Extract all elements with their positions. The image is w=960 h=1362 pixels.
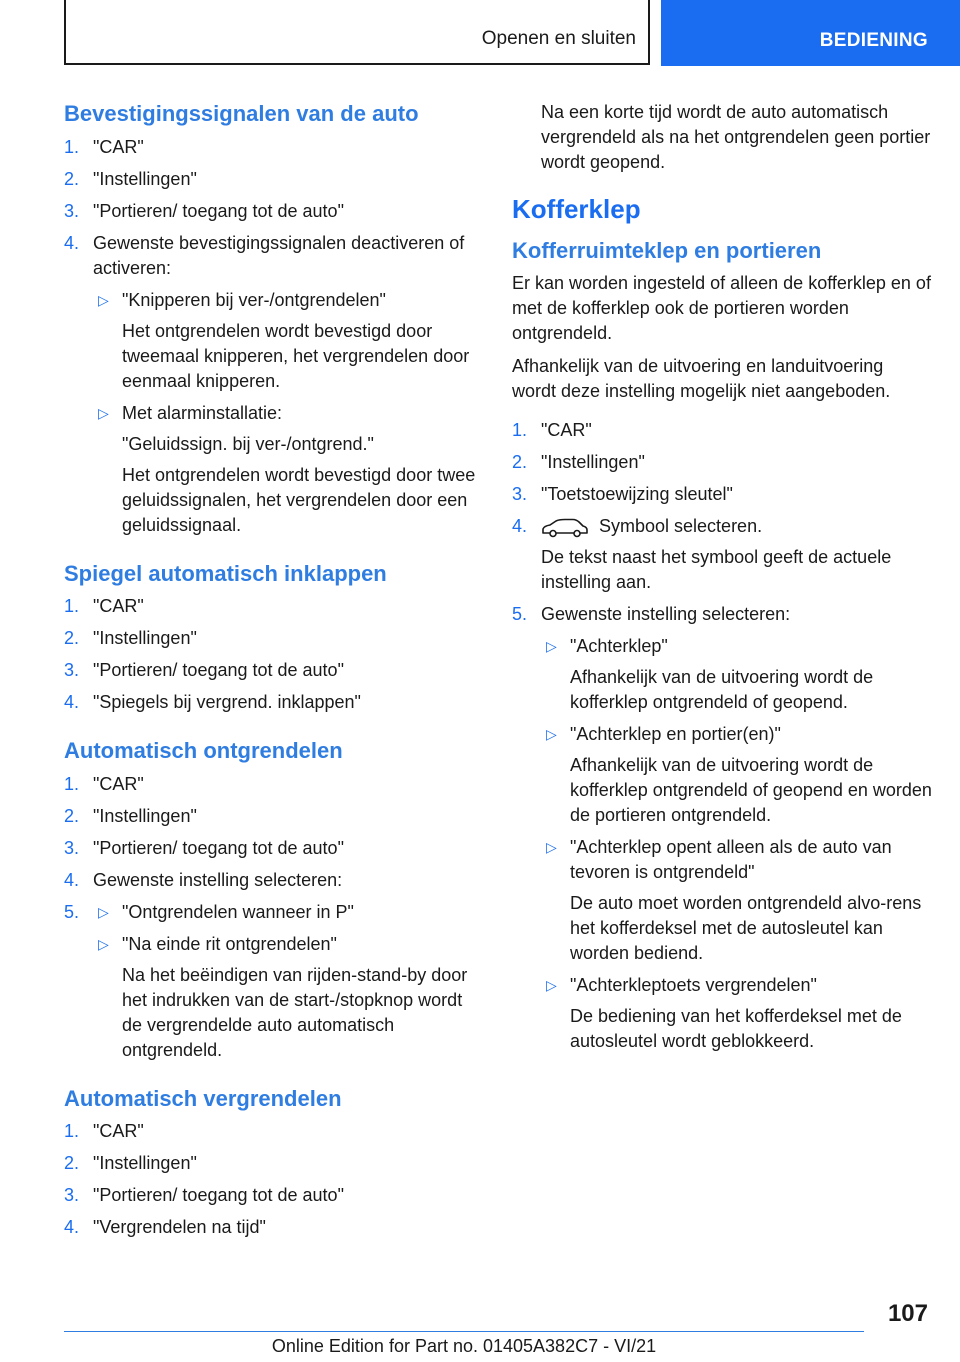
- option-item: ▷ "Achterklep opent alleen als de auto van tevoren is ontgrendeld" De auto moet worden ontgrendeld alvo-rens het kofferdeksel met de autosleutel kan worden bediend.: [546, 837, 922, 964]
- list-item: 3. "Portieren/ toegang tot de auto": [64, 1185, 344, 1206]
- option-item: ▷ Met alarminstallatie: "Geluidssign. bij ver-/ontgrend." Het ontgrendelen wordt bevestigd door twee geluidssignalen, het vergrendelen door een geluidssignaal.: [98, 402, 476, 535]
- section-title-mirror-fold: Spiegel automatisch inklappen: [64, 560, 387, 586]
- option-item: ▷ "Achterklep en portier(en)" Afhankelijk van de uitvoering wordt de kofferklep ontgrendeld of geopend en worden de portieren ontgrendeld.: [546, 724, 932, 826]
- option-list: [93, 288, 484, 538]
- footer-rule: [64, 1331, 864, 1332]
- option-item: ▷ "Na einde rit ontgrendelen" Na het beëindigen van rijden-stand-by door het indrukken van de start-/stopknop wordt de vergrendelde auto automatisch ontgrendeld.: [98, 933, 468, 1060]
- car-icon: [541, 518, 589, 538]
- list-item: 4. Symbool selecteren. De tekst naast het symbool geeft de actuele instelling aan.: [512, 514, 932, 595]
- mirror-steps: [64, 594, 484, 715]
- tailgate-steps: [512, 418, 932, 1054]
- option-list: [541, 634, 932, 1054]
- list-item: 2. "Instellingen": [64, 1153, 197, 1174]
- header-bottom-rule: [64, 63, 650, 65]
- list-item: 2. "Instellingen": [64, 805, 197, 826]
- list-item: 2. "Instellingen": [64, 628, 197, 649]
- page-number: 107: [887, 1300, 928, 1327]
- chapter-title-tailgate: Kofferklep: [512, 194, 641, 224]
- right-column: [512, 100, 932, 1061]
- triangle-right-icon: ▷: [98, 935, 109, 952]
- section-title-confirmation-signals: Bevestigingssignalen van de auto: [64, 101, 419, 126]
- triangle-right-icon: ▷: [98, 903, 109, 920]
- option-item: ▷ "Achterklep" Afhankelijk van de uitvoering wordt de kofferklep ontgrendeld of geopend.: [546, 636, 874, 713]
- triangle-right-icon: ▷: [546, 977, 557, 994]
- footer-edition-text: Online Edition for Part no. 01405A382C7 - VI/21: [271, 1336, 657, 1356]
- tailgate-intro: Er kan worden ingesteld of alleen de kofferklep en of met de kofferklep ook de portieren worden ontgrendeld.: [512, 273, 931, 344]
- triangle-right-icon: ▷: [546, 726, 557, 743]
- list-item: 1. "CAR": [512, 420, 592, 441]
- triangle-right-icon: ▷: [98, 404, 109, 421]
- option-item: ▷ "Ontgrendelen wanneer in P": [93, 900, 484, 925]
- list-item: 4. "Spiegels bij vergrend. inklappen": [64, 692, 361, 713]
- list-item: 5. ▷ "Ontgrendelen wanneer in P" ▷ "Na einde rit ontgrendelen" Na het beëindigen van rijden-stand-by door het indrukken van de start-/stopknop wordt de vergrendelde auto automatisch ontgrendeld.: [64, 900, 484, 1063]
- header-left-rule: [64, 0, 66, 64]
- step-description: De tekst naast het symbool geeft de actuele instelling aan.: [541, 547, 892, 593]
- confirmation-steps: [64, 135, 484, 538]
- tailgate-availability-note: Afhankelijk van de uitvoering en landuitvoering wordt deze instelling mogelijk niet aangeboden.: [512, 356, 891, 402]
- list-item: 1. "CAR": [64, 136, 144, 157]
- list-item: 1. "CAR": [64, 1121, 144, 1142]
- list-item: 2. "Instellingen": [64, 168, 197, 189]
- option-item: ▷ "Knipperen bij ver-/ontgrendelen" Het ontgrendelen wordt bevestigd door tweemaal knipperen, het vergrendelen door eenmaal knipperen.: [98, 289, 470, 391]
- list-item: 4. "Vergrendelen na tijd": [64, 1217, 266, 1238]
- header-chapter-tab[interactable]: [661, 0, 960, 66]
- triangle-right-icon: ▷: [98, 291, 109, 308]
- section-title-auto-lock: Automatisch vergrendelen: [64, 1085, 342, 1111]
- triangle-right-icon: ▷: [546, 839, 557, 856]
- header-section-title: Openen en sluiten: [481, 28, 636, 49]
- list-item: 4. Gewenste instelling selecteren:: [64, 869, 343, 890]
- list-item: 2. "Instellingen": [512, 452, 645, 473]
- option-item: ▷ "Achterkleptoets vergrendelen" De bediening van het kofferdeksel met de autosleutel wordt geblokkeerd.: [546, 975, 902, 1052]
- list-item: 1. "CAR": [64, 773, 144, 794]
- header-chapter-label: BEDIENING: [819, 30, 928, 51]
- list-item: 3. "Portieren/ toegang tot de auto": [64, 837, 344, 858]
- header-divider: [648, 0, 650, 64]
- list-item: 1. "CAR": [64, 596, 144, 617]
- auto-lock-note: Na een korte tijd wordt de auto automatisch vergrendeld als na het ontgrendelen geen portier wordt geopend.: [541, 102, 931, 172]
- list-item: 3. "Portieren/ toegang tot de auto": [64, 200, 344, 221]
- list-item: 3. "Toetstoewijzing sleutel": [512, 484, 733, 505]
- list-item: 5. Gewenste instelling selecteren: ▷ "Achterklep" Afhankelijk van de uitvoering wordt de kofferklep ontgrendeld of geopend. ▷ "Achterklep en portier(en)" Afhankelijk van de uitvoering wordt de kofferklep ontgrendeld of geopend en worden de portieren ontgrendeld. ▷ "Achterklep opent alleen als de auto van tevoren is ontgrendeld" De auto moet worden ontgrendeld alvo-rens het kofferdeksel met de autosleutel kan worden bediend. ▷ "Achterkleptoets vergrendelen" De bediening van het kofferdeksel met de autosleutel wordt geblokkeerd.: [512, 602, 932, 1054]
- left-column: [64, 100, 484, 1247]
- section-title-auto-unlock: Automatisch ontgrendelen: [64, 738, 343, 764]
- option-list: [93, 932, 484, 1063]
- list-item: 3. "Portieren/ toegang tot de auto": [64, 660, 344, 681]
- auto-unlock-steps: [64, 772, 484, 1063]
- auto-lock-steps: [64, 1119, 484, 1240]
- section-title-tailgate-doors: Kofferruimteklep en portieren: [512, 237, 822, 263]
- list-item: 4. Gewenste bevestigingssignalen deactiveren of activeren: ▷ "Knipperen bij ver-/ontgrendelen" Het ontgrendelen wordt bevestigd door tweemaal knipperen, het vergrendelen door eenmaal knipperen. ▷ Met alarminstallatie: "Geluidssign. bij ver-/ontgrend." Het ontgrendelen wordt bevestigd door twee geluidssignalen, het vergrendelen door een geluidssignaal.: [64, 231, 484, 538]
- triangle-right-icon: ▷: [546, 638, 557, 655]
